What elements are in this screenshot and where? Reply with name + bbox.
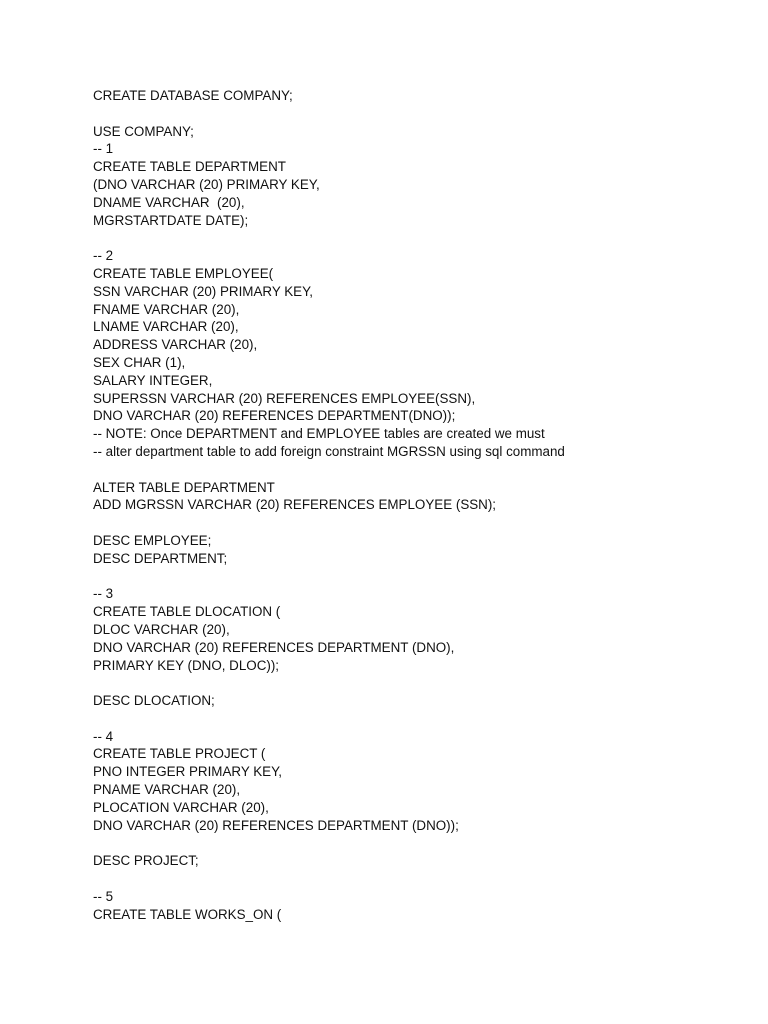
document-line: -- alter department table to add foreign constraint MGRSSN using sql command: [93, 443, 565, 459]
document-body: [93, 87, 733, 923]
document-line: DESC DEPARTMENT;: [93, 550, 228, 566]
document-line: -- 4: [93, 728, 114, 744]
document-line: PRIMARY KEY (DNO, DLOC));: [93, 657, 280, 673]
document-line: -- 2: [93, 248, 114, 264]
document-line: CREATE TABLE DLOCATION (: [93, 604, 281, 620]
document-line: -- 1: [93, 141, 114, 157]
document-line: CREATE TABLE EMPLOYEE(: [93, 265, 274, 281]
document-line: CREATE DATABASE COMPANY;: [93, 88, 293, 103]
document-line: PNO INTEGER PRIMARY KEY,: [93, 764, 283, 780]
document-line: [93, 514, 733, 532]
document-line: [93, 834, 733, 852]
document-line: DNO VARCHAR (20) REFERENCES DEPARTMENT(DNO));: [93, 408, 456, 424]
document-line: DESC EMPLOYEE;: [93, 532, 212, 548]
document-line: CREATE TABLE PROJECT (: [93, 746, 266, 762]
document-line: MGRSTARTDATE DATE);: [93, 212, 249, 228]
document-line: DESC PROJECT;: [93, 853, 199, 869]
document-line: SUPERSSN VARCHAR (20) REFERENCES EMPLOYEE(SSN),: [93, 390, 476, 406]
document-line: ADD MGRSSN VARCHAR (20) REFERENCES EMPLOYEE (SSN);: [93, 497, 497, 513]
document-line: [93, 229, 733, 247]
document-line: [93, 710, 733, 728]
document-line: -- NOTE: Once DEPARTMENT and EMPLOYEE tables are created we must: [93, 426, 545, 442]
document-line: -- 5: [93, 888, 114, 904]
document-line: USE COMPANY;: [93, 123, 194, 139]
document-line: PNAME VARCHAR (20),: [93, 782, 241, 798]
document-line: [93, 674, 733, 692]
document-line: DESC DLOCATION;: [93, 693, 215, 709]
document-line: DNAME VARCHAR (20),: [93, 194, 245, 210]
document-line: ADDRESS VARCHAR (20),: [93, 337, 258, 353]
document-line: LNAME VARCHAR (20),: [93, 319, 239, 335]
document-line: SSN VARCHAR (20) PRIMARY KEY,: [93, 283, 314, 299]
document-line: ALTER TABLE DEPARTMENT: [93, 479, 275, 495]
document-line: PLOCATION VARCHAR (20),: [93, 799, 269, 815]
document-line: DNO VARCHAR (20) REFERENCES DEPARTMENT (DNO),: [93, 639, 455, 655]
document-line: [93, 568, 733, 586]
document-line: SALARY INTEGER,: [93, 372, 213, 388]
document-line: SEX CHAR (1),: [93, 354, 186, 370]
document-line: [93, 105, 733, 123]
document-line: DLOC VARCHAR (20),: [93, 621, 230, 637]
document-line: -- 3: [93, 586, 114, 602]
document-line: FNAME VARCHAR (20),: [93, 301, 240, 317]
document-line: (DNO VARCHAR (20) PRIMARY KEY,: [93, 176, 320, 192]
document-line: DNO VARCHAR (20) REFERENCES DEPARTMENT (DNO));: [93, 817, 459, 833]
document-line: [93, 461, 733, 479]
document-line: [93, 870, 733, 888]
document-line: CREATE TABLE DEPARTMENT: [93, 159, 286, 175]
document-line: CREATE TABLE WORKS_ON (: [93, 906, 282, 922]
